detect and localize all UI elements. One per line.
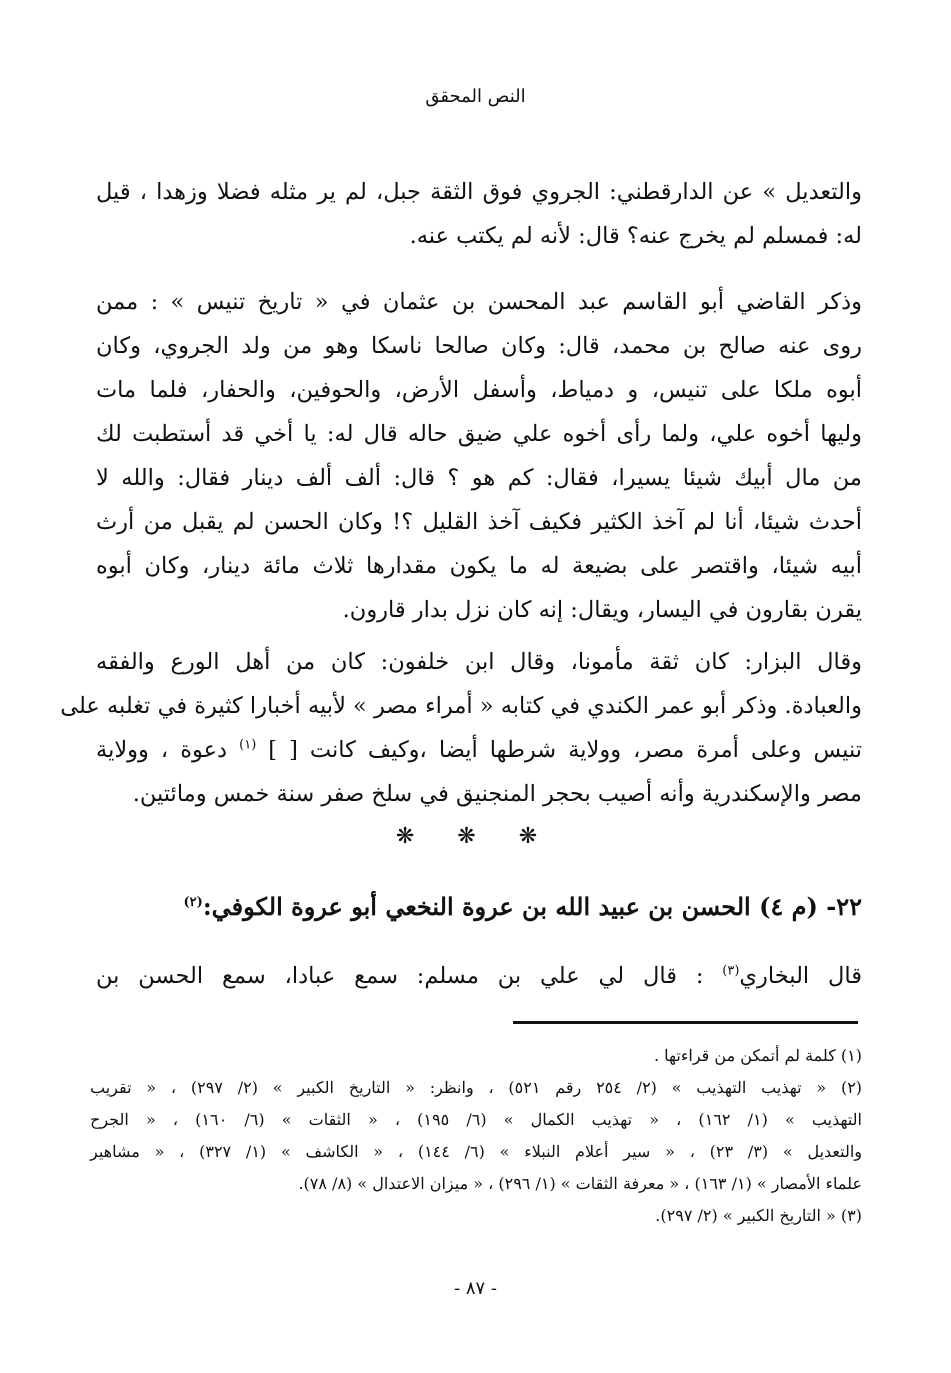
text-line: والتعديل » عن الدارقطني: الجروي فوق الثقة جبل، لم ير مثله فضلا وزهدا ، قيل xyxy=(96,179,862,205)
text-line: وذكر القاضي أبو القاسم عبد المحسن بن عثمان في « تاريخ تنيس » : ممن xyxy=(96,289,862,315)
footnote-line: والتعديل » (٣/ ٢٣) ، « سير أعلام النبلاء » (٦/ ١٤٤) ، « الكاشف » (١/ ٣٢٧) ، « مشاهير xyxy=(90,1142,863,1161)
page-number: - ٨٧ - xyxy=(454,1278,497,1299)
text-line: وليها أخوه علي، ولما رأى أخوه علي ضيق حاله قال له: يا أخي قد أستطبت لك xyxy=(96,421,862,447)
text-line: روى عنه صالح بن محمد، قال: وكان صالحا ناسكا وهو من ولد الجروي، وكان xyxy=(96,333,862,359)
footnote-line: (١) كلمة لم أتمكن من قراءتها . xyxy=(653,1046,862,1065)
footnote-marker: (٣) xyxy=(722,963,740,979)
paragraph-3 xyxy=(60,640,862,816)
text-line: له: فمسلم لم يخرج عنه؟ قال: لأنه لم يكتب عنه. xyxy=(409,223,862,249)
footnote-line: التهذيب » (١/ ١٦٢) ، « تهذيب الكمال » (٦/ ١٩٥) ، « الثقات » (٦/ ١٦٠) ، « الجرح xyxy=(90,1110,862,1129)
section-separator: ❋ ❋ ❋ xyxy=(395,824,556,849)
text-line: والعبادة. وذكر أبو عمر الكندي في كتابه « أمراء مصر » لأبيه أخبارا كثيرة في تغلبه على xyxy=(60,693,862,719)
text-line xyxy=(96,954,862,998)
footnote-line: (٣) « التاريخ الكبير » (٢/ ٢٩٧). xyxy=(655,1206,862,1225)
text-line: يقرن بقارون في اليسار، ويقال: إنه كان نزل بدار قارون. xyxy=(342,597,862,623)
text-segment: : قال لي علي بن مسلم: سمع عبادا، سمع الحسن بن xyxy=(96,963,723,989)
footnote-line: (٢) « تهذيب التهذيب » (٢/ ٢٥٤ رقم ٥٢١) ، وانظر: « التاريخ الكبير » (٢/ ٢٩٧) ، « تقريب xyxy=(90,1078,863,1097)
text-line: أحدث شيئا، أنا لم آخذ الكثير فكيف آخذ القليل ؟! وكان الحسن لم يقبل من أرث xyxy=(96,509,862,535)
paragraph-2 xyxy=(96,280,862,632)
text-line: أبيه شيئا، واقتصر على بضيعة له ما يكون مقدارها ثلاث مائة دينار، وكان أبوه xyxy=(96,553,862,579)
running-header: النص المحقق xyxy=(425,86,526,107)
text-line: مصر والإسكندرية وأنه أصيب بحجر المنجنيق في سلخ صفر سنة خمس ومائتين. xyxy=(132,781,862,807)
footnote-line: علماء الأمصار » (١/ ١٦٣) ، « معرفة الثقات » (١/ ٢٩٦) ، « ميزان الاعتدال » (٨/ ٧٨). xyxy=(298,1174,862,1193)
footnote-marker: (١) xyxy=(239,737,257,753)
text-segment: قال البخاري xyxy=(739,963,862,989)
paragraph-4 xyxy=(96,954,862,998)
text-line: أبوه ملكا على تنيس، و دمياط، وأسفل الأرض، والحوفين، والحفار، فلما مات xyxy=(96,377,862,403)
footnote-rule xyxy=(513,1021,858,1024)
text-line xyxy=(96,728,862,772)
footnote-marker: (٢) xyxy=(183,895,203,910)
footnotes xyxy=(90,1040,862,1232)
entry-heading-text: ٢٢- (م ٤) الحسن بن عبيد الله بن عروة النخعي أبو عروة الكوفي: xyxy=(202,892,862,921)
text-line: وقال البزار: كان ثقة مأمونا، وقال ابن خلفون: كان من أهل الورع والفقه xyxy=(96,649,862,675)
text-segment: تنيس وعلى أمرة مصر، وولاية شرطها أيضا ،وكيف كانت [ ] xyxy=(256,737,862,763)
entry-heading xyxy=(96,880,862,934)
paragraph-1 xyxy=(96,170,862,258)
text-segment: دعوة ، وولاية xyxy=(96,737,240,763)
text-line: من مال أبيك شيئا يسيرا، فقال: كم هو ؟ قال: ألف ألف دينار فقال: والله لا xyxy=(96,465,862,491)
